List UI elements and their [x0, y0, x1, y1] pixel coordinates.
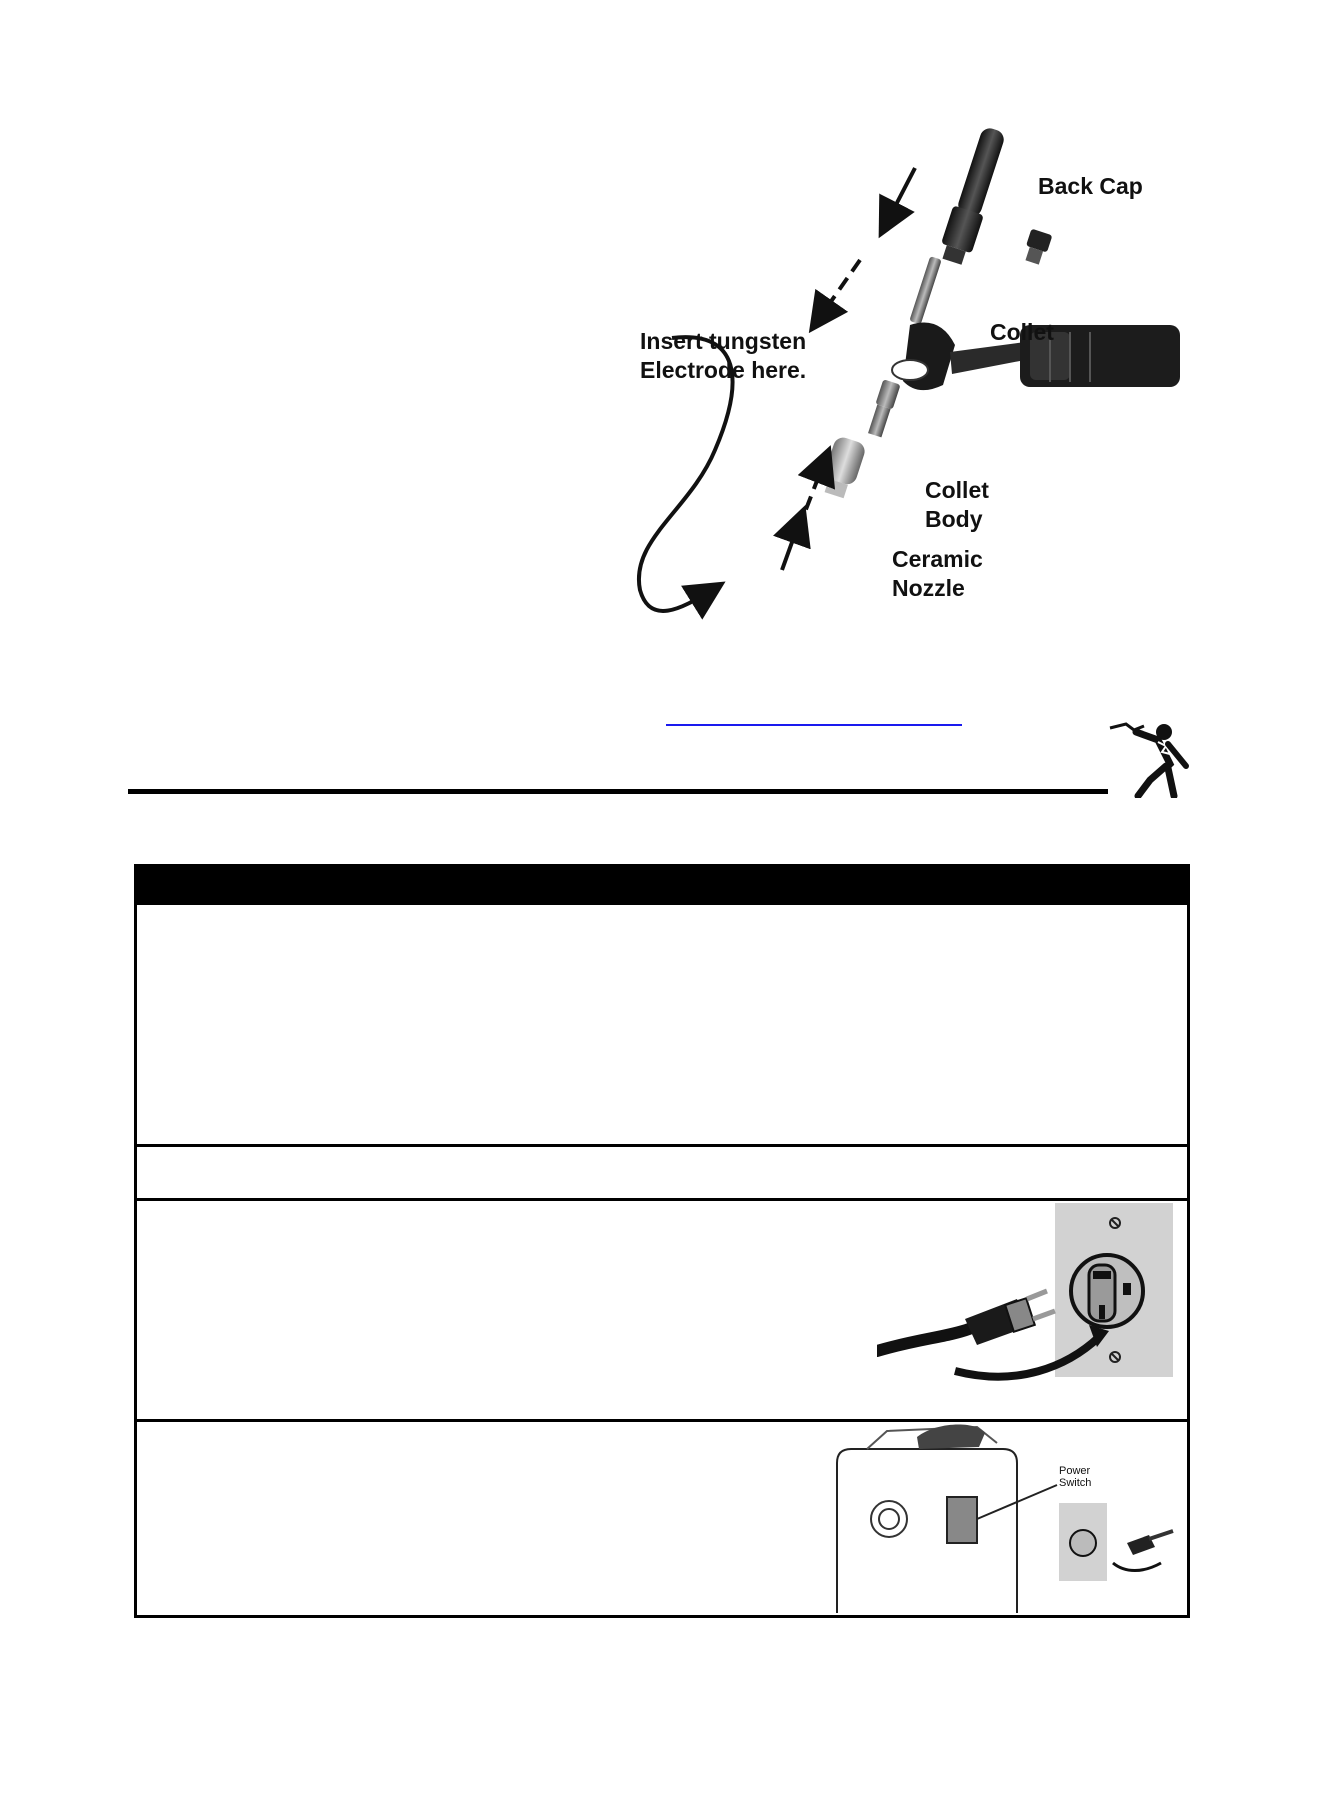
instruction-table: [134, 864, 1190, 1618]
label-insert-line1: Insert tungsten: [640, 328, 807, 354]
link-underline[interactable]: [666, 724, 962, 726]
label-collet-body-line2: Body: [925, 506, 983, 532]
label-ceramic-line1: Ceramic: [892, 546, 983, 572]
table-header-bar: [137, 867, 1187, 905]
label-collet-body-line1: Collet: [925, 477, 989, 503]
row-divider: [137, 1144, 1187, 1147]
label-ceramic-line2: Nozzle: [892, 575, 965, 601]
label-back-cap: Back Cap: [1038, 173, 1143, 199]
section-rule: [128, 789, 1108, 794]
power-switch-figure: [827, 1423, 1189, 1615]
label-insert-line2: Electrode here.: [640, 357, 807, 383]
electric-shock-icon: [1108, 720, 1204, 798]
power-switch-label-line2: Switch: [1059, 1477, 1092, 1489]
label-collet: Collet: [990, 319, 1054, 345]
torch-diagram: [620, 120, 1190, 640]
plug-outlet-figure: [877, 1199, 1187, 1419]
power-switch-label-line1: Power: [1059, 1465, 1091, 1477]
row-divider: [137, 1419, 1187, 1422]
